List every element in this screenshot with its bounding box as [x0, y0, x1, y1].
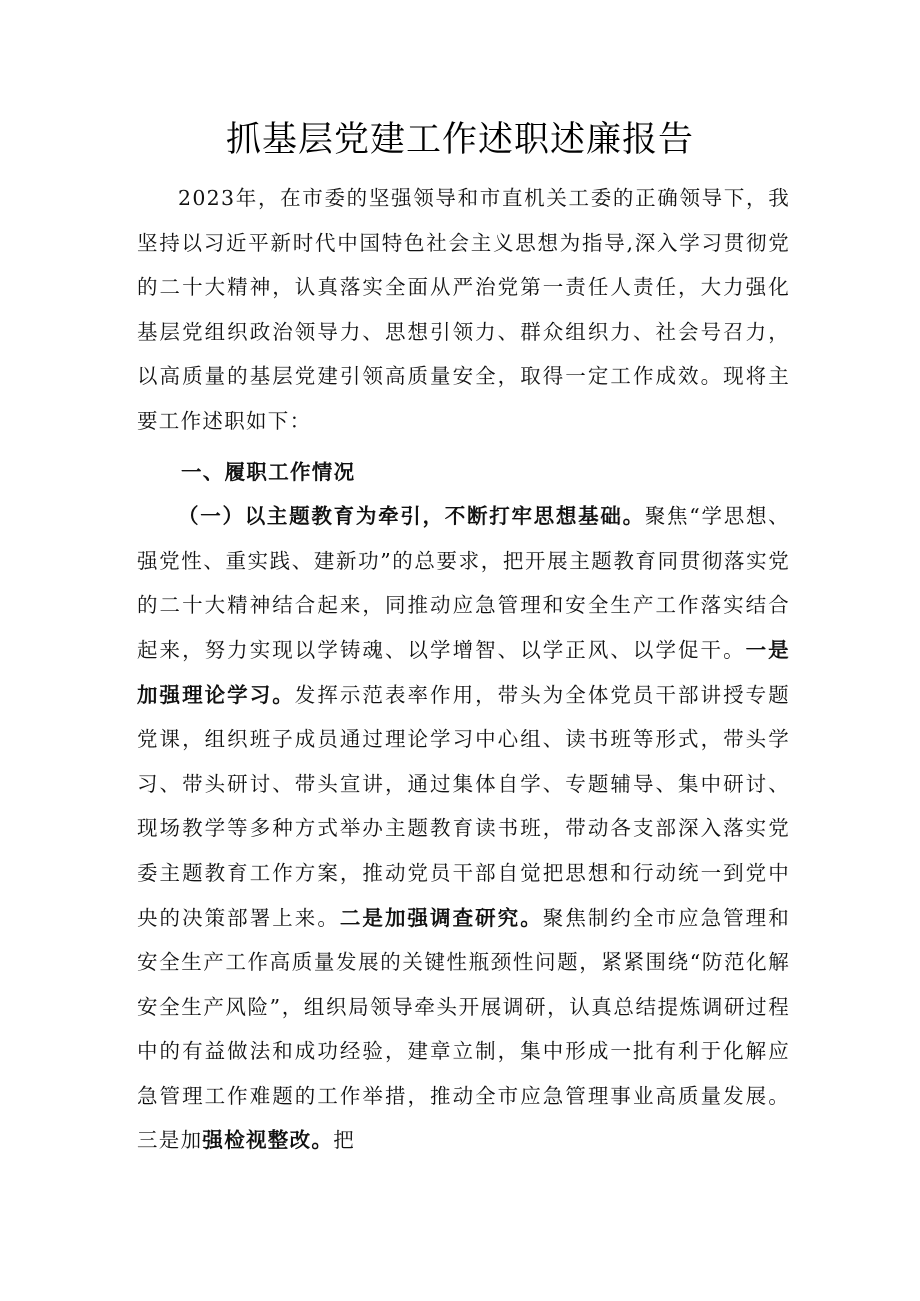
paragraph-text: 把: [333, 1128, 356, 1153]
subsection-paragraph: [137, 494, 790, 1163]
paragraph-text: 聚焦“学思想、强党性、重实践、建新功”的总要求，把开展主题教育同贯彻落实党的二十大精神结合起来，同推动应急管理和安全生产工作落实结合起来，努力实现以学铸魂、以学增智、以学正风、以学促干。: [137, 504, 790, 662]
point-two-title: 二是加强调查研究。: [339, 905, 543, 930]
document-body: [137, 176, 790, 1163]
subsection-lead: （一）以主题教育为牵引，不断打牢思想基础。: [178, 504, 645, 529]
paragraph-text: 发挥示范表率作用，带头为全体党员干部讲授专题党课，组织班子成员通过理论学习中心组、读书班等形式，带头学习、带头研讨、带头宣讲，通过集体自学、专题辅导、集中研讨、现场教学等多种方式举办主题教育读书班，带动各支部深入落实党委主题教育工作方案，推动党员干部自觉把思想和行动统一到党中央的决策部署上来。: [137, 682, 790, 930]
document-title: 抓基层党建工作述职述廉报告: [225, 120, 694, 160]
paragraph-text: 聚焦制约全市应急管理和安全生产工作高质量发展的关键性瓶颈性问题，紧紧围绕“防范化解安全生产风险”，组织局领导牵头开展调研，认真总结提炼调研过程中的有益做法和成功经验，建章立制，集中形成一批有利于化解应急管理工作难题的工作举措，推动全市应急管理事业高质量发展。三是加: [137, 905, 791, 1153]
section-heading: 一、履职工作情况: [181, 459, 356, 484]
intro-paragraph: 2023年，在市委的坚强领导和市直机关工委的正确领导下，我坚持以习近平新时代中国特色社会主义思想为指导,深入学习贯彻党的二十大精神，认真落实全面从严治党第一责任人责任，大力强化基层党组织政治领导力、思想引领力、群众组织力、社会号召力，以高质量的基层党建引领高质量安全，取得一定工作成效。现将主要工作述职如下：: [137, 186, 790, 433]
point-one-title: 一是加强理论学习。: [137, 637, 790, 707]
point-three-title: 强检视整改。: [202, 1128, 334, 1153]
